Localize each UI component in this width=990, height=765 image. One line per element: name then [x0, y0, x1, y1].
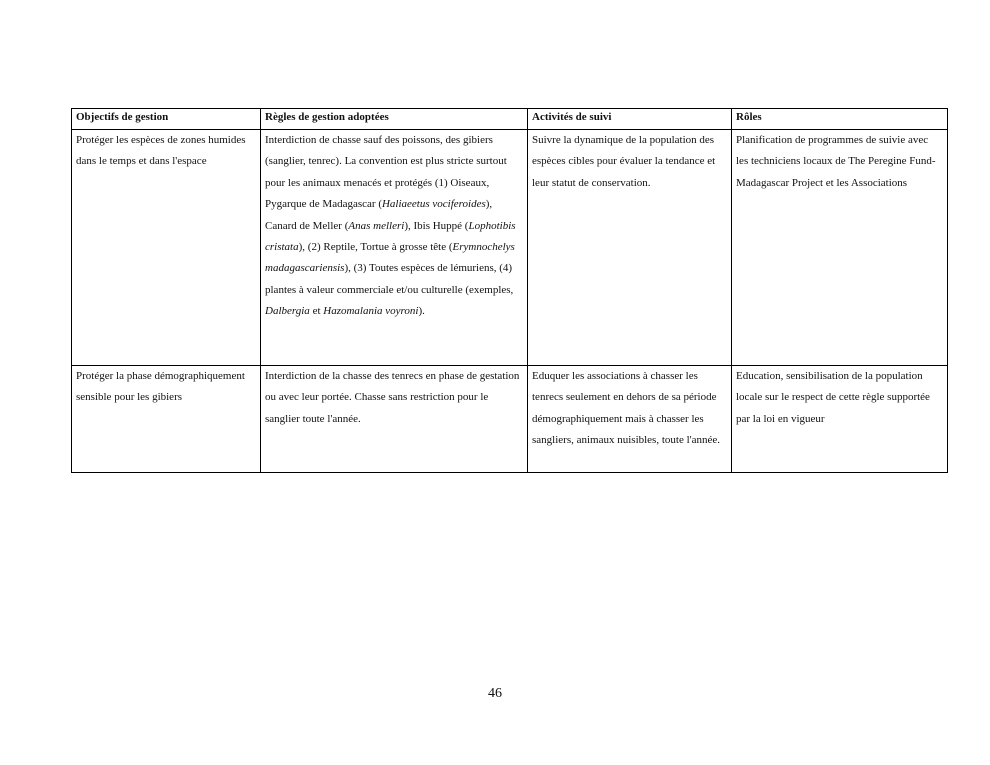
- regles-text: ), (2) Reptile, Tortue à grosse tête (: [298, 241, 453, 254]
- regles-text: et: [309, 305, 324, 318]
- cell-roles: Education, sensibilisation de la population locale sur le respect de cette règle supportée par la loi en vigueur: [732, 366, 948, 473]
- cell-regles: Interdiction de la chasse des tenrecs en phase de gestation ou avec leur portée. Chasse sans restriction pour le sanglier toute l'année.: [261, 366, 528, 473]
- regles-text: Interdiction de chasse sauf des poissons, des gibiers (sanglier, tenrec). La convention est plus stricte surtout pour les animaux menacés et protégés (1) Oiseaux, Pygarque de Madagascar (: [265, 134, 507, 211]
- header-activites: Activités de suivi: [528, 109, 732, 130]
- species-name: Lophotibis cristata: [265, 219, 516, 254]
- regles-text: ), Ibis Huppé (: [404, 219, 469, 232]
- header-regles: Règles de gestion adoptées: [261, 109, 528, 130]
- table-row: [72, 366, 948, 473]
- management-table: [71, 108, 948, 473]
- page-number: 46: [488, 686, 502, 701]
- species-name: Haliaeetus vociferoides: [381, 198, 486, 211]
- regles-text: ), Canard de Meller (: [265, 198, 493, 232]
- species-name: Dalbergia: [265, 305, 310, 318]
- table-header-row: [72, 109, 948, 130]
- regles-text: ).: [418, 305, 425, 318]
- header-roles: Rôles: [732, 109, 948, 130]
- cell-activites: Suivre la dynamique de la population des espèces cibles pour évaluer la tendance et leur statut de conservation.: [528, 130, 732, 366]
- regles-text: ), (3) Toutes espèces de lémuriens, (4) plantes à valeur commerciale et/ou culturelle (exemples,: [265, 262, 514, 296]
- cell-roles: Planification de programmes de suivie avec les techniciens locaux de The Peregine Fund-Madagascar Project et les Associations: [732, 130, 948, 366]
- cell-objectif: Protéger la phase démographiquement sensible pour les gibiers: [72, 366, 261, 473]
- header-objectifs: Objectifs de gestion: [72, 109, 261, 130]
- cell-regles: [261, 130, 528, 366]
- species-name: Hazomalania voyroni: [323, 305, 419, 318]
- species-name: Erymnochelys madagascariensis: [265, 241, 515, 275]
- cell-objectif: Protéger les espèces de zones humides dans le temps et dans l'espace: [72, 130, 261, 366]
- cell-activites: Eduquer les associations à chasser les tenrecs seulement en dehors de sa période démographiquement mais à chasser les sangliers, animaux nuisibles, toute l'année.: [528, 366, 732, 473]
- species-name: Anas melleri: [348, 219, 405, 232]
- table-row: [72, 130, 948, 366]
